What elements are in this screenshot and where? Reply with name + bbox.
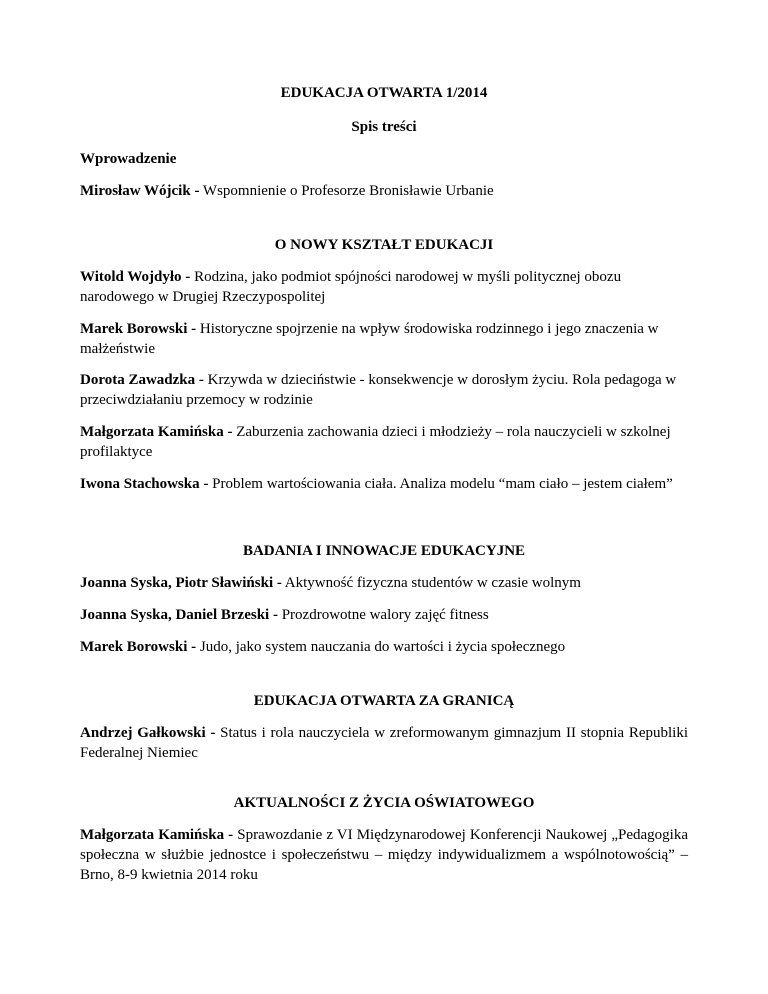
toc-entry: [80, 267, 688, 307]
entry-author: Marek Borowski -: [80, 321, 197, 337]
entry-title: Historyczne spojrzenie na wpływ środowiska rodzinnego i jego znaczenia w małżeństwie: [80, 321, 659, 357]
entry-title: Rodzina, jako podmiot spójności narodowej w myśli politycznej obozu narodowego w Drugiej Rzeczypospolitej: [80, 269, 622, 305]
toc-entry: [80, 723, 688, 763]
journal-title: EDUKACJA OTWARTA 1/2014: [280, 85, 488, 101]
toc-entry: [80, 370, 688, 410]
section-heading-news: AKTUALNOŚCI Z ŻYCIA OŚWIATOWEGO: [233, 795, 535, 811]
toc-entry: [80, 474, 688, 494]
toc-entry: [80, 319, 688, 359]
entry-author: Andrzej Gałkowski -: [80, 725, 216, 741]
toc-entry-intro: [80, 181, 688, 201]
entry-title: Judo, jako system nauczania do wartości i życia społecznego: [196, 639, 566, 655]
entry-author: Iwona Stachowska -: [80, 476, 209, 492]
section-heading-new-shape: O NOWY KSZTAŁT EDUKACJI: [274, 237, 494, 253]
toc-entry: [80, 637, 688, 657]
intro-label: Wprowadzenie: [80, 151, 177, 167]
entry-author: Małgorzata Kamińska -: [80, 827, 234, 843]
entry-author: Joanna Syska, Daniel Brzeski -: [80, 607, 278, 623]
entry-title: Problem wartościowania ciała. Analiza modelu “mam ciało – jestem ciałem”: [208, 476, 673, 492]
entry-title: Zaburzenia zachowania dzieci i młodzieży – rola nauczycieli w szkolnej profilaktyce: [80, 424, 671, 460]
entry-author: Witold Wojdyło -: [80, 269, 191, 285]
entry-title: Wspomnienie o Profesorze Bronisławie Urbanie: [199, 183, 494, 199]
entry-author: Małgorzata Kamińska -: [80, 424, 233, 440]
section-heading-abroad: EDUKACJA OTWARTA ZA GRANICĄ: [253, 693, 515, 709]
entry-title: Aktywność fizyczna studentów w czasie wolnym: [281, 575, 581, 591]
entry-title: Status i rola nauczyciela w zreformowanym gimnazjum II stopnia Republiki Federalnej Niemiec: [80, 725, 688, 761]
entry-title: Krzywda w dzieciństwie - konsekwencje w dorosłym życiu. Rola pedagoga w przeciwdziałaniu przemocy w rodzinie: [80, 372, 677, 408]
entry-title: Sprawozdanie z VI Międzynarodowej Konferencji Naukowej „Pedagogika społeczna w służbie jednostce i społeczeństwu – między indywidualizmem a wspólnotowością” – Brno, 8-9 kwietnia 2014 roku: [80, 827, 689, 883]
entry-author: Marek Borowski -: [80, 639, 197, 655]
entry-author: Joanna Syska, Piotr Sławiński -: [80, 575, 282, 591]
toc-entry: [80, 825, 688, 885]
entry-author: Dorota Zawadzka -: [80, 372, 204, 388]
toc-title: Spis treści: [351, 119, 417, 135]
toc-entry: [80, 605, 688, 625]
toc-entry: [80, 422, 688, 462]
entry-author: Mirosław Wójcik -: [80, 183, 200, 199]
section-heading-research: BADANIA I INNOWACJE EDUKACYJNE: [242, 543, 526, 559]
toc-entry: [80, 573, 688, 593]
entry-title: Prozdrowotne walory zajęć fitness: [277, 607, 489, 623]
